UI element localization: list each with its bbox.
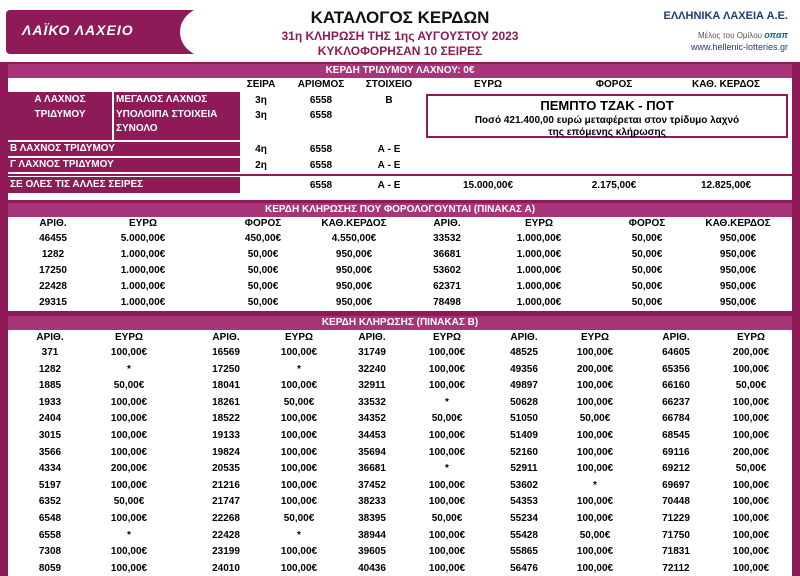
table-b-cell: 49356 (510, 364, 538, 375)
table-a-cell: 5.000,00€ (120, 233, 166, 244)
table-b-cell: 69116 (662, 447, 690, 458)
table-b-cell: 6558 (38, 530, 62, 541)
table-a-cell: 50,00€ (631, 249, 663, 260)
total-label: ΣΥΝΟΛΟ (116, 123, 158, 134)
table-a-header-5: ΕΥΡΩ (524, 218, 554, 229)
table-b-cell: 100,00€ (428, 480, 466, 491)
table-b-cell: 200,00€ (110, 463, 148, 474)
table-b-cell: 38233 (358, 496, 386, 507)
table-b-header-4: ΑΡΙΘ. (358, 332, 386, 343)
table-a-cell: 78498 (433, 297, 461, 308)
table-b-cell: * (297, 530, 301, 541)
table-b-cell: 100,00€ (732, 430, 770, 441)
all-other-series-net: 12.825,00€ (700, 180, 752, 191)
table-b-cell: 6352 (38, 496, 62, 507)
table-a-cell: 1.000,00€ (516, 297, 562, 308)
table-b-bar: ΚΕΡΔΗ ΚΛΗΡΩΣΗΣ (ΠΙΝΑΚΑΣ Β) (8, 316, 792, 330)
table-b-cell: 5197 (38, 480, 62, 491)
table-b-cell: 19133 (212, 430, 240, 441)
table-b-cell: 100,00€ (110, 347, 148, 358)
table-b-cell: * (445, 463, 449, 474)
table-a-cell: 950,00€ (719, 249, 757, 260)
table-b-header-6: ΑΡΙΘ. (510, 332, 538, 343)
table-b-cell: 66784 (662, 413, 690, 424)
table-b-cell: * (127, 530, 131, 541)
table-a-header-7: ΚΑΘ.ΚΕΡΔΟΣ (705, 218, 771, 229)
table-b-header-3: ΕΥΡΩ (284, 332, 314, 343)
table-b-cell: 71229 (662, 513, 690, 524)
table-a-cell: 29315 (39, 297, 67, 308)
table-a-cell: 62371 (433, 281, 461, 292)
triple-panel (8, 78, 792, 200)
table-a-cell: 950,00€ (335, 265, 373, 276)
table-b-cell: 100,00€ (280, 447, 318, 458)
table-b-cell: 54353 (510, 496, 538, 507)
table-b-cell: 50,00€ (735, 380, 767, 391)
table-a-header-3: ΚΑΘ.ΚΕΡΔΟΣ (321, 218, 387, 229)
table-b-cell: 18261 (212, 397, 240, 408)
table-a-cell: 950,00€ (719, 297, 757, 308)
a-prize-label-line1: Α ΛΑΧΝΟΣ (34, 94, 86, 105)
b-prize-label: Β ΛΑΧΝΟΣ ΤΡΙΔΥΜΟΥ (8, 142, 240, 156)
all-other-series-label: ΣΕ ΟΛΕΣ ΤΙΣ ΑΛΛΕΣ ΣΕΙΡΕΣ (8, 177, 240, 193)
table-b-cell: 51050 (510, 413, 538, 424)
table-b-cell: 66160 (662, 380, 690, 391)
table-b (8, 330, 792, 576)
table-b-cell: 50,00€ (579, 413, 611, 424)
table-b-cell: 100,00€ (110, 447, 148, 458)
table-b-cell: 8059 (38, 563, 62, 574)
jackpot-line1: Ποσό 421.400,00 ευρώ μεταφέρεται στον τρίδυμο λαχνό (474, 115, 740, 126)
table-b-cell: 55428 (510, 530, 538, 541)
table-b-cell: 100,00€ (576, 513, 614, 524)
table-b-cell: 71750 (662, 530, 690, 541)
table-b-cell: 100,00€ (428, 364, 466, 375)
table-b-cell: 21216 (212, 480, 240, 491)
big-prize-element: Β (385, 95, 393, 106)
draw-subtitle: 31η ΚΛΗΡΩΣΗ ΤΗΣ 1ης ΑΥΓΟΥΣΤΟΥ 2023 (281, 29, 519, 43)
logo-arc-decoration (180, 6, 240, 58)
table-b-cell: 17250 (212, 364, 240, 375)
table-b-cell: 36681 (358, 463, 386, 474)
table-b-cell: 100,00€ (732, 397, 770, 408)
table-b-cell: 49897 (510, 380, 538, 391)
table-b-cell: 50,00€ (431, 413, 463, 424)
table-b-cell: 38944 (358, 530, 386, 541)
table-b-cell: 100,00€ (428, 430, 466, 441)
table-a-header-0: ΑΡΙΘ. (39, 218, 67, 229)
table-b-cell: 50,00€ (579, 530, 611, 541)
table-b-header-8: ΑΡΙΘ. (662, 332, 690, 343)
table-b-cell: 40436 (358, 563, 386, 574)
table-b-cell: 64605 (662, 347, 690, 358)
table-b-cell: 1933 (38, 397, 62, 408)
table-b-cell: * (127, 364, 131, 375)
table-b-cell: 50628 (510, 397, 538, 408)
table-b-cell: 50,00€ (735, 463, 767, 474)
table-b-cell: 100,00€ (428, 496, 466, 507)
header-euro: ΕΥΡΩ (473, 79, 503, 90)
table-b-cell: 2404 (38, 413, 62, 424)
table-a-cell: 50,00€ (247, 281, 279, 292)
table-a-cell: 1.000,00€ (120, 265, 166, 276)
table-b-cell: 66237 (662, 397, 690, 408)
table-b-cell: 100,00€ (280, 546, 318, 557)
table-b-cell: 51409 (510, 430, 538, 441)
table-b-cell: 100,00€ (428, 347, 466, 358)
a-prize-label-box (8, 92, 112, 140)
table-b-cell: 3015 (38, 430, 62, 441)
table-a-cell: 1.000,00€ (120, 281, 166, 292)
brand-url[interactable]: www.hellenic-lotteries.gr (690, 42, 788, 52)
table-b-cell: 69697 (662, 480, 690, 491)
table-a-cell: 950,00€ (335, 281, 373, 292)
table-b-cell: 4334 (38, 463, 62, 474)
table-b-cell: 72112 (662, 563, 690, 574)
all-other-series-number: 6558 (309, 180, 333, 191)
table-b-cell: 100,00€ (732, 513, 770, 524)
header-element: ΣΤΟΙΧΕΙΟ (365, 79, 413, 90)
table-b-cell: 34352 (358, 413, 386, 424)
table-a-cell: 950,00€ (719, 265, 757, 276)
table-b-cell: 100,00€ (110, 397, 148, 408)
header-tax: ΦΟΡΟΣ (595, 79, 633, 90)
table-b-cell: 50,00€ (283, 513, 315, 524)
c-prize-label: Γ ΛΑΧΝΟΣ ΤΡΙΔΥΜΟΥ (8, 158, 240, 172)
other-elements-series: 3η (255, 110, 267, 121)
table-b-cell: 48525 (510, 347, 538, 358)
table-b-cell: 23199 (212, 546, 240, 557)
table-b-cell: 50,00€ (431, 513, 463, 524)
table-b-cell: 22268 (212, 513, 240, 524)
table-b-cell: 100,00€ (576, 397, 614, 408)
table-b-cell: 18522 (212, 413, 240, 424)
table-b-cell: 18041 (212, 380, 240, 391)
table-b-cell: 22428 (212, 530, 240, 541)
header-net: ΚΑΘ. ΚΕΡΔΟΣ (691, 79, 761, 90)
table-a-cell: 50,00€ (631, 281, 663, 292)
table-b-panel (8, 330, 792, 576)
table-b-cell: 33532 (358, 397, 386, 408)
table-a-cell: 4.550,00€ (331, 233, 377, 244)
table-b-header-2: ΑΡΙΘ. (212, 332, 240, 343)
header-number: ΑΡΙΘΜΟΣ (297, 79, 345, 90)
big-prize-number: 6558 (309, 95, 333, 106)
table-b-cell: 100,00€ (280, 347, 318, 358)
table-b-cell: 100,00€ (732, 413, 770, 424)
table-b-cell: 52911 (510, 463, 538, 474)
opap-logo: οπαπ (764, 30, 788, 40)
table-b-cell: 1885 (38, 380, 62, 391)
table-b-cell: 100,00€ (576, 380, 614, 391)
table-b-cell: 100,00€ (280, 380, 318, 391)
table-a-cell: 50,00€ (247, 249, 279, 260)
table-a-header-1: ΕΥΡΩ (128, 218, 158, 229)
b-prize-element: Α - Ε (377, 144, 401, 155)
table-a-cell: 17250 (39, 265, 67, 276)
table-b-cell: 100,00€ (110, 430, 148, 441)
table-b-cell: 100,00€ (110, 563, 148, 574)
series-subtitle: ΚΥΚΛΟΦΟΡΗΣΑΝ 10 ΣΕΙΡΕΣ (317, 44, 483, 58)
table-b-cell: 19824 (212, 447, 240, 458)
table-a-cell: 22428 (39, 281, 67, 292)
c-prize-element: Α - Ε (377, 160, 401, 171)
table-a-cell: 950,00€ (335, 249, 373, 260)
table-b-cell: 100,00€ (732, 364, 770, 375)
table-a-cell: 950,00€ (335, 297, 373, 308)
table-b-cell: 100,00€ (280, 463, 318, 474)
table-b-cell: 39605 (358, 546, 386, 557)
brand-name: ΕΛΛΗΝΙΚΑ ΛΑΧΕΙΑ Α.Ε. (663, 10, 788, 22)
table-b-cell: 100,00€ (428, 380, 466, 391)
table-b-cell: 100,00€ (576, 447, 614, 458)
big-prize-label: ΜΕΓΑΛΟΣ ΛΑΧΝΟΣ (116, 94, 208, 105)
table-b-cell: 100,00€ (428, 530, 466, 541)
logo-text: ΛΑΪΚΟ ΛΑΧΕΙΟ (22, 22, 134, 38)
brand-group-text: Μέλος του Ομίλου (697, 31, 763, 40)
table-b-cell: 200,00€ (732, 347, 770, 358)
table-b-cell: 70448 (662, 496, 690, 507)
catalog-header (0, 0, 800, 62)
table-a-header-4: ΑΡΙΘ. (433, 218, 461, 229)
table-a-cell: 53602 (433, 265, 461, 276)
b-prize-series: 4η (255, 144, 267, 155)
triple-section-bar: ΚΕΡΔΗ ΤΡΙΔΥΜΟΥ ΛΑΧΝΟΥ: 0€ (8, 64, 792, 78)
table-a-cell: 1282 (41, 249, 65, 260)
table-b-cell: 34453 (358, 430, 386, 441)
table-b-cell: 100,00€ (110, 513, 148, 524)
table-b-cell: 16569 (212, 347, 240, 358)
c-prize-series: 2η (255, 160, 267, 171)
table-b-cell: 50,00€ (113, 496, 145, 507)
table-a-panel (8, 217, 792, 311)
table-b-cell: 100,00€ (576, 430, 614, 441)
table-b-cell: 71831 (662, 546, 690, 557)
triple-separator (8, 174, 792, 176)
table-b-cell: 55234 (510, 513, 538, 524)
table-b-cell: 100,00€ (280, 496, 318, 507)
table-a-cell: 33532 (433, 233, 461, 244)
table-b-cell: 32240 (358, 364, 386, 375)
b-prize-number: 6558 (309, 144, 333, 155)
table-b-cell: 32911 (358, 380, 386, 391)
table-b-cell: * (297, 364, 301, 375)
header-series: ΣΕΙΡΑ (246, 79, 276, 90)
table-b-header-5: ΕΥΡΩ (432, 332, 462, 343)
table-b-cell: 69212 (662, 463, 690, 474)
jackpot-line2: της επόμενης κλήρωσης (548, 127, 666, 138)
a-prize-sublabels (114, 92, 240, 140)
table-a-cell: 950,00€ (719, 233, 757, 244)
c-prize-number: 6558 (309, 160, 333, 171)
table-b-cell: 100,00€ (428, 546, 466, 557)
table-b-header-9: ΕΥΡΩ (736, 332, 766, 343)
table-a-cell: 50,00€ (631, 297, 663, 308)
table-b-cell: 3566 (38, 447, 62, 458)
other-elements-label: ΥΠΟΛΟΙΠΑ ΣΤΟΙΧΕΙΑ (116, 109, 218, 120)
table-a-cell: 50,00€ (247, 297, 279, 308)
table-a-bar: ΚΕΡΔΗ ΚΛΗΡΩΣΗΣ ΠΟΥ ΦΟΡΟΛΟΓΟΥΝΤΑΙ (ΠΙΝΑΚΑΣ Α) (8, 203, 792, 217)
table-b-cell: 100,00€ (110, 413, 148, 424)
table-b-cell: 7308 (38, 546, 62, 557)
table-a-header-2: ΦΟΡΟΣ (244, 218, 282, 229)
table-b-cell: 100,00€ (110, 546, 148, 557)
brand-group (612, 30, 788, 40)
table-b-cell: * (445, 397, 449, 408)
table-b-cell: 100,00€ (280, 480, 318, 491)
table-b-cell: 68545 (662, 430, 690, 441)
a-prize-label-line2: ΤΡΙΔΥΜΟΥ (34, 109, 86, 120)
table-a-cell: 1.000,00€ (516, 281, 562, 292)
table-a-cell: 1.000,00€ (120, 297, 166, 308)
table-b-cell: 31749 (358, 347, 386, 358)
table-b-cell: 100,00€ (732, 530, 770, 541)
all-other-series-tax: 2.175,00€ (591, 180, 637, 191)
table-b-header-1: ΕΥΡΩ (114, 332, 144, 343)
table-b-cell: 100,00€ (732, 480, 770, 491)
jackpot-notice (426, 94, 788, 138)
jackpot-title: ΠΕΜΠΤΟ ΤΖΑΚ - ΠΟΤ (540, 98, 674, 113)
table-a-cell: 1.000,00€ (516, 265, 562, 276)
table-b-cell: 24010 (212, 563, 240, 574)
table-b-cell: 100,00€ (280, 563, 318, 574)
table-b-cell: 1282 (38, 364, 62, 375)
table-b-cell: 37452 (358, 480, 386, 491)
table-b-cell: 56476 (510, 563, 538, 574)
table-b-cell: 100,00€ (732, 546, 770, 557)
table-a-cell: 50,00€ (247, 265, 279, 276)
table-b-cell: 100,00€ (576, 546, 614, 557)
brand-block (612, 10, 788, 52)
table-a-cell: 1.000,00€ (120, 249, 166, 260)
table-b-cell: 100,00€ (280, 413, 318, 424)
big-prize-series: 3η (255, 95, 267, 106)
table-b-cell: 35694 (358, 447, 386, 458)
table-b-cell: 100,00€ (576, 496, 614, 507)
table-a-cell: 1.000,00€ (516, 249, 562, 260)
table-b-cell: 200,00€ (732, 447, 770, 458)
table-b-cell: 52160 (510, 447, 538, 458)
table-b-header-7: ΕΥΡΩ (580, 332, 610, 343)
table-b-cell: 100,00€ (732, 496, 770, 507)
all-other-series-euro: 15.000,00€ (462, 180, 514, 191)
table-b-cell: 100,00€ (732, 563, 770, 574)
table-b-cell: 55865 (510, 546, 538, 557)
table-b-cell: 20535 (212, 463, 240, 474)
table-b-cell: 100,00€ (280, 430, 318, 441)
all-other-series-element: Α - Ε (377, 180, 401, 191)
table-a-cell: 450,00€ (244, 233, 282, 244)
table-b-cell: 371 (41, 347, 59, 358)
table-b-cell: 100,00€ (428, 563, 466, 574)
table-b-cell: 21747 (212, 496, 240, 507)
table-b-cell: 100,00€ (428, 447, 466, 458)
table-a-cell: 1.000,00€ (516, 233, 562, 244)
table-a-cell: 950,00€ (719, 281, 757, 292)
table-a-cell: 36681 (433, 249, 461, 260)
table-a-cell: 46455 (39, 233, 67, 244)
table-b-cell: 100,00€ (110, 480, 148, 491)
other-elements-number: 6558 (309, 110, 333, 121)
table-b-cell: 6548 (38, 513, 62, 524)
table-b-cell: 100,00€ (576, 463, 614, 474)
table-b-cell: 100,00€ (576, 563, 614, 574)
table-b-cell: 38395 (358, 513, 386, 524)
table-b-cell: 53602 (510, 480, 538, 491)
table-a-cell: 50,00€ (631, 233, 663, 244)
table-a (8, 217, 792, 311)
table-b-header-0: ΑΡΙΘ. (36, 332, 64, 343)
table-b-cell: 200,00€ (576, 364, 614, 375)
table-b-cell: 50,00€ (283, 397, 315, 408)
table-a-cell: 50,00€ (631, 265, 663, 276)
table-b-cell: 50,00€ (113, 380, 145, 391)
table-b-cell: * (593, 480, 597, 491)
table-a-header-6: ΦΟΡΟΣ (628, 218, 666, 229)
table-b-cell: 65356 (662, 364, 690, 375)
table-b-cell: 100,00€ (576, 347, 614, 358)
page-title: ΚΑΤΑΛΟΓΟΣ ΚΕΡΔΩΝ (310, 8, 490, 27)
